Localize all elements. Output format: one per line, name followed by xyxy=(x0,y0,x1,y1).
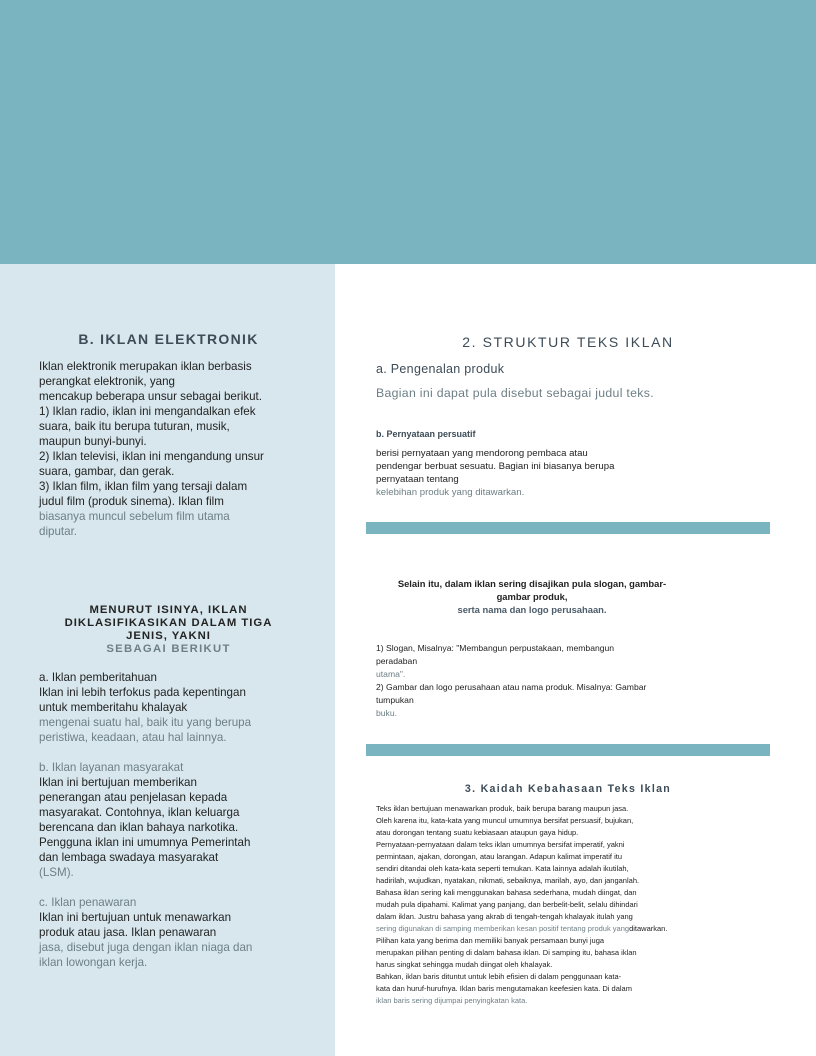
text-line: merupakan pilihan penting di dalam bahasa iklan. Di samping itu, bahasa iklan xyxy=(376,948,637,957)
classification-heading-line: SEBAGAI BERIKUT xyxy=(106,643,231,655)
divider-bar xyxy=(366,744,770,756)
text-line: Iklan ini bertujuan memberikan xyxy=(39,776,197,789)
text-line: masyarakat. Contohnya, iklan keluarga xyxy=(39,806,240,819)
text-line: buku. xyxy=(376,708,398,718)
product-introduction-heading: a. Pengenalan produk xyxy=(376,362,505,376)
ad-type-offer xyxy=(39,895,309,970)
text-line: mudah pula dipahami. Kalimat yang panjang, dan berbelit-belit, selalu dihindari xyxy=(376,900,638,909)
slogan-note-line: gambar produk, xyxy=(496,591,568,602)
text-line: Teks iklan bertujuan menawarkan produk, baik berupa barang maupun jasa. xyxy=(376,804,629,813)
slogan-note-line: Selain itu, dalam iklan sering disajikan pula slogan, gambar- xyxy=(397,578,667,589)
classification-heading xyxy=(40,604,297,656)
text-line: Iklan elektronik merupakan iklan berbasis xyxy=(39,360,252,373)
text-line: berencana dan iklan bahaya narkotika. xyxy=(39,821,239,834)
text-line: kelebihan produk yang ditawarkan. xyxy=(376,487,525,498)
structure-section-title: 2. STRUKTUR TEKS IKLAN xyxy=(462,334,674,350)
language-rules-title: 3. Kaidah Kebahasaan Teks Iklan xyxy=(464,783,672,795)
text-line: suara, gambar, dan gerak. xyxy=(39,465,175,478)
text-line: c. Iklan penawaran xyxy=(39,896,137,909)
text-line: harus singkat sehingga mudah diingat oleh khalayak. xyxy=(376,960,553,969)
persuasive-statement-heading: b. Pernyataan persuatif xyxy=(376,429,476,439)
text-line: Iklan ini lebih terfokus pada kepentingan xyxy=(39,686,246,699)
text-line: Pernyataan-pernyataan dalam teks iklan umumnya bersifat imperatif, yakni xyxy=(376,840,625,849)
text-line: tumpukan xyxy=(376,695,414,705)
classification-heading-line: JENIS, YAKNI xyxy=(126,630,211,642)
text-line: Oleh karena itu, kata-kata yang muncul umumnya bersifat persuasif, bujukan, xyxy=(376,816,634,825)
text-line: Bahkan, iklan baris dituntut untuk lebih efisien di dalam penggunaan kata- xyxy=(376,972,622,981)
electronic-ads-description xyxy=(39,359,309,539)
text-line: permintaan, ajakan, dorongan, atau larangan. Adapun kalimat imperatif itu xyxy=(376,852,622,861)
header-banner xyxy=(0,0,816,264)
text-line: (LSM). xyxy=(39,866,74,879)
text-line: 2) Iklan televisi, iklan ini mengandung unsur xyxy=(39,450,264,463)
text-line: 1) Iklan radio, iklan ini mengandalkan efek xyxy=(39,405,256,418)
section-b-title: B. IKLAN ELEKTRONIK xyxy=(78,331,259,347)
text-line: dalam iklan. Justru bahasa yang akrab di tengah-tengah khalayak itulah yang xyxy=(376,912,633,921)
text-line: iklan baris sering dijumpai penyingkatan kata. xyxy=(376,996,528,1005)
text-line: Pengguna iklan ini umumnya Pemerintah xyxy=(39,836,251,849)
text-line: Bahasa iklan sering kali menggunakan bahasa sederhana, mudah diingat, dan xyxy=(376,888,637,897)
product-introduction-description: Bagian ini dapat pula disebut sebagai judul teks. xyxy=(376,386,654,400)
classification-heading-line: MENURUT ISINYA, IKLAN xyxy=(89,604,248,616)
text-line: kata dan huruf-hurufnya. Iklan baris mengutamakan keefesien kata. Di dalam xyxy=(376,984,632,993)
text-line-dark-part: ditawarkan. xyxy=(629,924,668,933)
text-line: diputar. xyxy=(39,525,78,538)
ad-type-public-service xyxy=(39,760,309,880)
text-line: jasa, disebut juga dengan iklan niaga dan xyxy=(39,941,253,954)
text-line: 1) Slogan, Misalnya: "Membangun perpustakaan, membangun xyxy=(376,643,615,653)
text-line: dan lembaga swadaya masyarakat xyxy=(39,851,219,864)
slogan-note-line: serta nama dan logo perusahaan. xyxy=(457,604,607,615)
text-line: Iklan ini bertujuan untuk menawarkan xyxy=(39,911,232,924)
text-line: berisi pernyataan yang mendorong pembaca atau xyxy=(376,448,588,459)
text-line-muted-part: sering digunakan di samping memberikan kesan positif tentang produk yang xyxy=(376,924,630,933)
text-line: b. Iklan layanan masyarakat xyxy=(39,761,184,774)
text-line: peristiwa, keadaan, atau hal lainnya. xyxy=(39,731,227,744)
text-line: iklan lowongan kerja. xyxy=(39,956,148,969)
text-line: biasanya muncul sebelum film utama xyxy=(39,510,230,523)
text-line: atau dorongan tentang suatu kebiasaan ataupun gaya hidup. xyxy=(376,828,579,837)
classification-heading-line: DIKLASIFIKASIKAN DALAM TIGA xyxy=(64,617,273,629)
text-line: suara, baik itu berupa tuturan, musik, xyxy=(39,420,230,433)
text-line: 3) Iklan film, iklan film yang tersaji dalam xyxy=(39,480,248,493)
text-line: a. Iklan pemberitahuan xyxy=(39,671,157,684)
text-line: untuk memberitahu khalayak xyxy=(39,701,188,714)
text-line: Pilihan kata yang berima dan memiliki banyak persamaan bunyi juga xyxy=(376,936,605,945)
text-line: peradaban xyxy=(376,656,418,666)
slogan-note xyxy=(372,577,692,616)
text-line: penerangan atau penjelasan kepada xyxy=(39,791,228,804)
ad-type-announcement xyxy=(39,670,309,745)
persuasive-statement-description xyxy=(376,447,614,499)
text-line xyxy=(376,923,667,935)
language-rules-text xyxy=(376,803,667,1007)
text-line: produk atau jasa. Iklan penawaran xyxy=(39,926,217,939)
slogan-examples xyxy=(376,642,646,720)
text-line: hadirilah, wujudkan, nyatakan, nikmati, sebaiknya, marilah, ayo, dan janganlah. xyxy=(376,876,640,885)
text-line: mencakup beberapa unsur sebagai berikut. xyxy=(39,390,263,403)
text-line: pendengar berbuat sesuatu. Bagian ini biasanya berupa xyxy=(376,461,615,472)
text-line: pernyataan tentang xyxy=(376,474,459,485)
text-line: judul film (produk sinema). Iklan film xyxy=(39,495,224,508)
divider-bar xyxy=(366,522,770,534)
text-line: perangkat elektronik, yang xyxy=(39,375,175,388)
text-line: utama". xyxy=(376,669,406,679)
text-line: 2) Gambar dan logo perusahaan atau nama produk. Misalnya: Gambar xyxy=(376,682,647,692)
text-line: sendiri ditandai oleh kata-kata seperti temukan. Kata lainnya adalah ikutilah, xyxy=(376,864,629,873)
text-line: maupun bunyi-bunyi. xyxy=(39,435,147,448)
text-line: mengenai suatu hal, baik itu yang berupa xyxy=(39,716,252,729)
